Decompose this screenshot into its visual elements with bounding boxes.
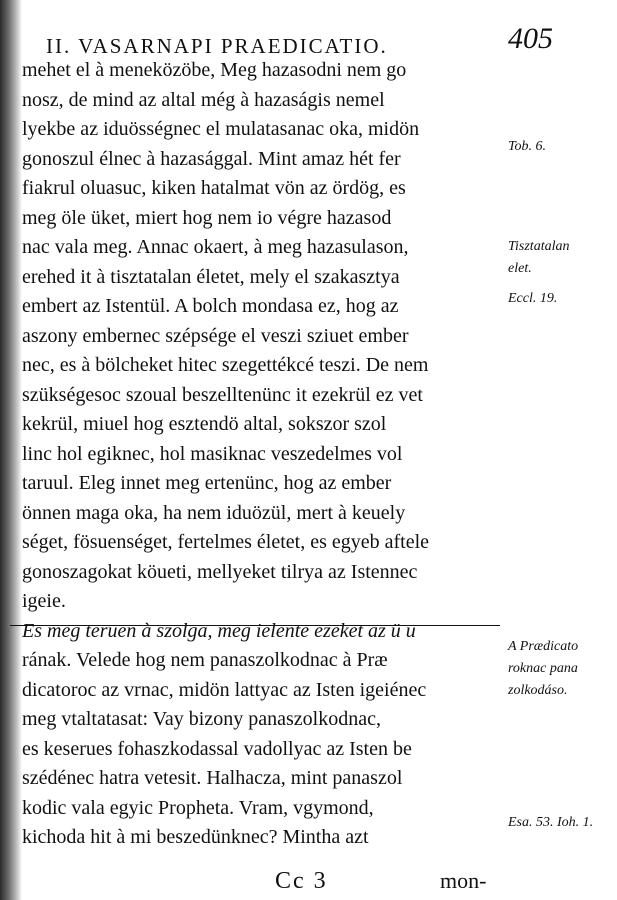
text-line: linc hol egiknec, hol masiknac veszedelmes vol [22,442,403,465]
signature-mark: Cc 3 [275,868,328,894]
text-line: szédénec hatra vetesit. Halhacza, mint panaszol [22,767,403,789]
text-line: nec, es à bölcheket hitec szegettékcé teszi. De nem [22,354,429,376]
text-line: nosz, de mind az altal még à hazaságis nemel [22,88,385,111]
text-line: kichoda hit à mi beszedünknec? Mintha azt [22,826,369,848]
text-line: meg öle üket, miert hog nem io végre hazasod [22,206,392,229]
text-line: igeie. [22,590,66,612]
page-number: 405 [508,22,553,55]
text-line: séget, fösuenséget, fertelmes életet, es egyeb aftele [22,531,430,553]
text-line: önnen maga oka, ha nem iduözül, mert à keuely [22,501,406,524]
margin-note-tob: Tob. 6. [508,139,547,154]
running-title: II. VASARNAPI PRAEDICATIO. [46,34,388,58]
text-line: gonoszul élnec à hazasággal. Mint amaz hét fer [22,147,401,170]
text-line-italic: Es meg teruen à szolga, meg ielente ezeket az ü u [22,619,416,642]
margin-notes [508,0,617,900]
text-line: erehed it à tisztatalan életet, mely el szakasztya [22,265,400,288]
text-line: taruul. Eleg innet meg ertenünc, hog az ember [22,472,392,494]
margin-note-praedicator: A Prædicato roknac pana zolkodáso. [508,639,579,698]
text-line: gonoszagokat köueti, mellyeket tilrya az Istennec [22,560,418,583]
text-line: rának. Velede hog nem panaszolkodnac à Præ [22,649,388,671]
text-line: mehet el à meneközöbe, Meg hazasodni nem go [22,59,407,81]
text-line: es keserues fohaszkodassal vadollyac az Isten be [22,737,412,760]
text-line: szükségesoc szoual beszelltenünc it ezekrül ez vet [22,383,423,406]
margin-note-tisztatalan: Tisztatalan elet. [508,239,570,276]
text-line: lyekbe az iduösségnec el mulatasanac oka, midön [22,118,420,140]
margin-note-eccl: Eccl. 19. [508,291,558,306]
catchword: mon- [440,868,487,893]
body-text [22,56,508,853]
text-line: dicatoroc az vrnac, midön lattyac az Isten igeiénec [22,678,427,701]
text-line: kekrül, miuel hog esztendö altal, sokszor szol [22,413,387,435]
handwritten-rule [10,625,500,626]
text-line: fiakrul oluasuc, kiken hatalmat vön az ördög, es [22,177,406,199]
text-line: nac vala meg. Annac okaert, à meg hazasulason, [22,236,409,258]
text-line: aszony embernec szépsége el veszi sziuet ember [22,324,409,347]
margin-note-esa: Esa. 53. Ioh. 1. [508,815,594,830]
text-line: embert az Istentül. A bolch mondasa ez, hog az [22,295,399,317]
text-line: kodic vala egyic Propheta. Vram, vgymond, [22,796,374,819]
text-line: meg vtaltatasat: Vay bizony panaszolkodnac, [22,708,381,730]
binding-gutter [0,0,22,900]
